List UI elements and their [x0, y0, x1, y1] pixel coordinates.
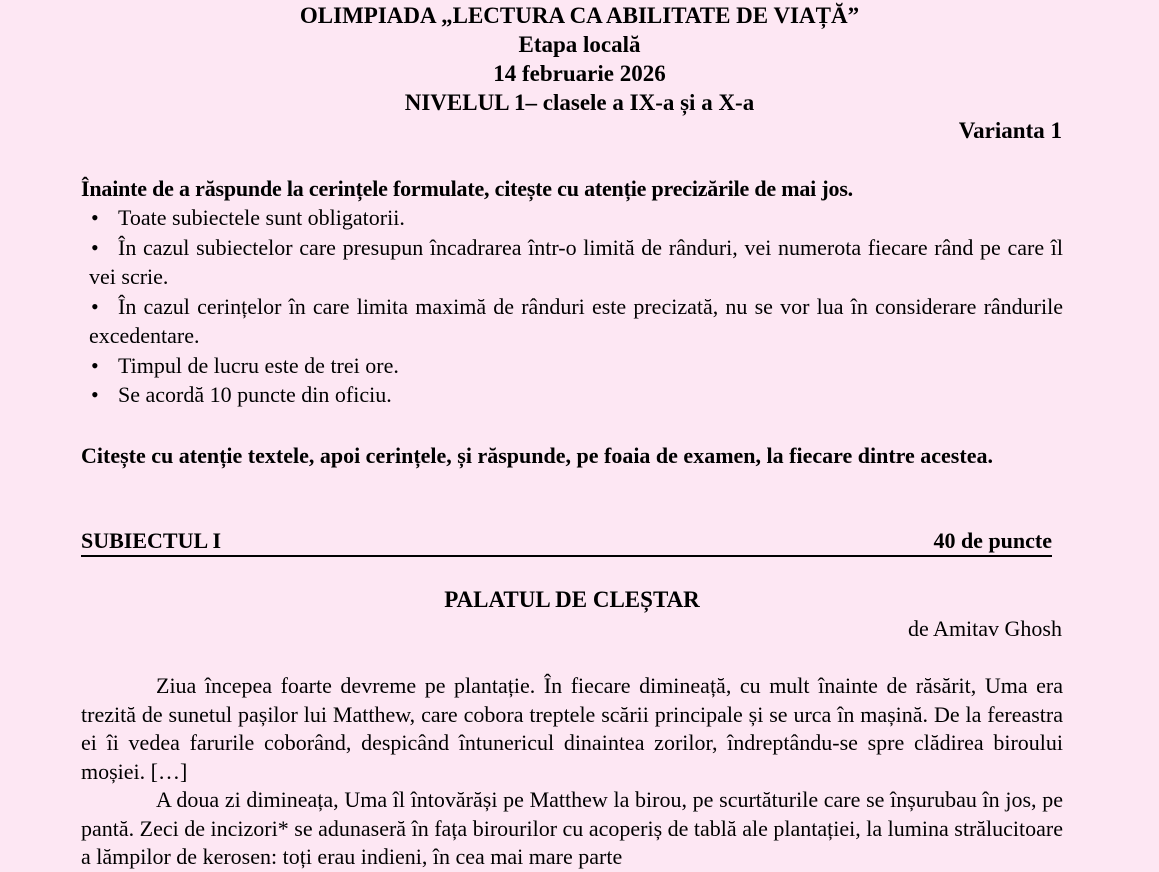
text-paragraph: A doua zi dimineața, Uma îl întovărăși pe Matthew la birou, pe scurtăturile care se înșurubau în jos, pe pantă. Zeci de incizori* se adunaseră în fața birourilor cu acoperiș de tablă ale plantației, la lumina strălucitoare a lămpilor de kerosen: toți erau indieni, în cea mai mare parte	[81, 787, 1063, 869]
instructions-intro: Înainte de a răspunde la cerințele formulate, citește cu atenție precizările de mai jos.	[81, 176, 853, 201]
bullet-icon: •	[91, 352, 99, 378]
subject-header	[81, 527, 1052, 557]
variant-label: Varianta 1	[958, 118, 1062, 143]
bullet-icon: •	[91, 293, 99, 319]
subject-label: SUBIECTUL I	[81, 528, 222, 553]
bullet-icon: •	[91, 382, 99, 407]
bullet-icon: •	[91, 205, 99, 230]
general-instructions: Citește cu atenție textele, apoi cerințele, și răspunde, pe foaia de examen, la fiecare dintre acestea.	[81, 443, 993, 468]
text-author: de Amitav Ghosh	[908, 616, 1062, 641]
subject-points: 40 de puncte	[933, 528, 1052, 553]
level-label: NIVELUL 1– clasele a IX-a și a X-a	[404, 90, 755, 115]
rule-item: • Toate subiectele sunt obligatorii.	[81, 203, 1063, 233]
rule-item: • Timpul de lucru este de trei ore.	[81, 351, 1063, 381]
text-paragraph: Ziua începea foarte devreme pe plantație. În fiecare dimineață, cu mult înainte de răsărit, Uma era trezită de sunetul pașilor lui Matthew, care cobora treptele scării principale și se urca în mașină. De la fereastra ei îi vedea farurile coborând, despicând întunericul dinaintea zorilor, îndreptându-se spre clădirea biroului moșiei. […]	[81, 673, 1063, 784]
text-title: PALATUL DE CLEȘTAR	[444, 587, 700, 612]
rule-item: • Se acordă 10 puncte din oficiu.	[81, 380, 1063, 410]
bullet-icon: •	[91, 234, 99, 260]
olympiad-title: OLIMPIADA „LECTURA CA ABILITATE DE VIAȚĂ”	[299, 3, 860, 28]
stage-label: Etapa locală	[518, 32, 641, 57]
rule-item: • În cazul cerințelor în care limita maximă de rânduri este precizată, nu se vor lua în considerare rândurile excedentare.	[89, 293, 1063, 348]
rules-list	[81, 203, 1063, 410]
rule-item: • În cazul subiectelor care presupun încadrarea într-o limită de rânduri, vei numerota fiecare rând pe care îl vei scrie.	[89, 234, 1063, 289]
exam-date: 14 februarie 2026	[493, 61, 666, 86]
